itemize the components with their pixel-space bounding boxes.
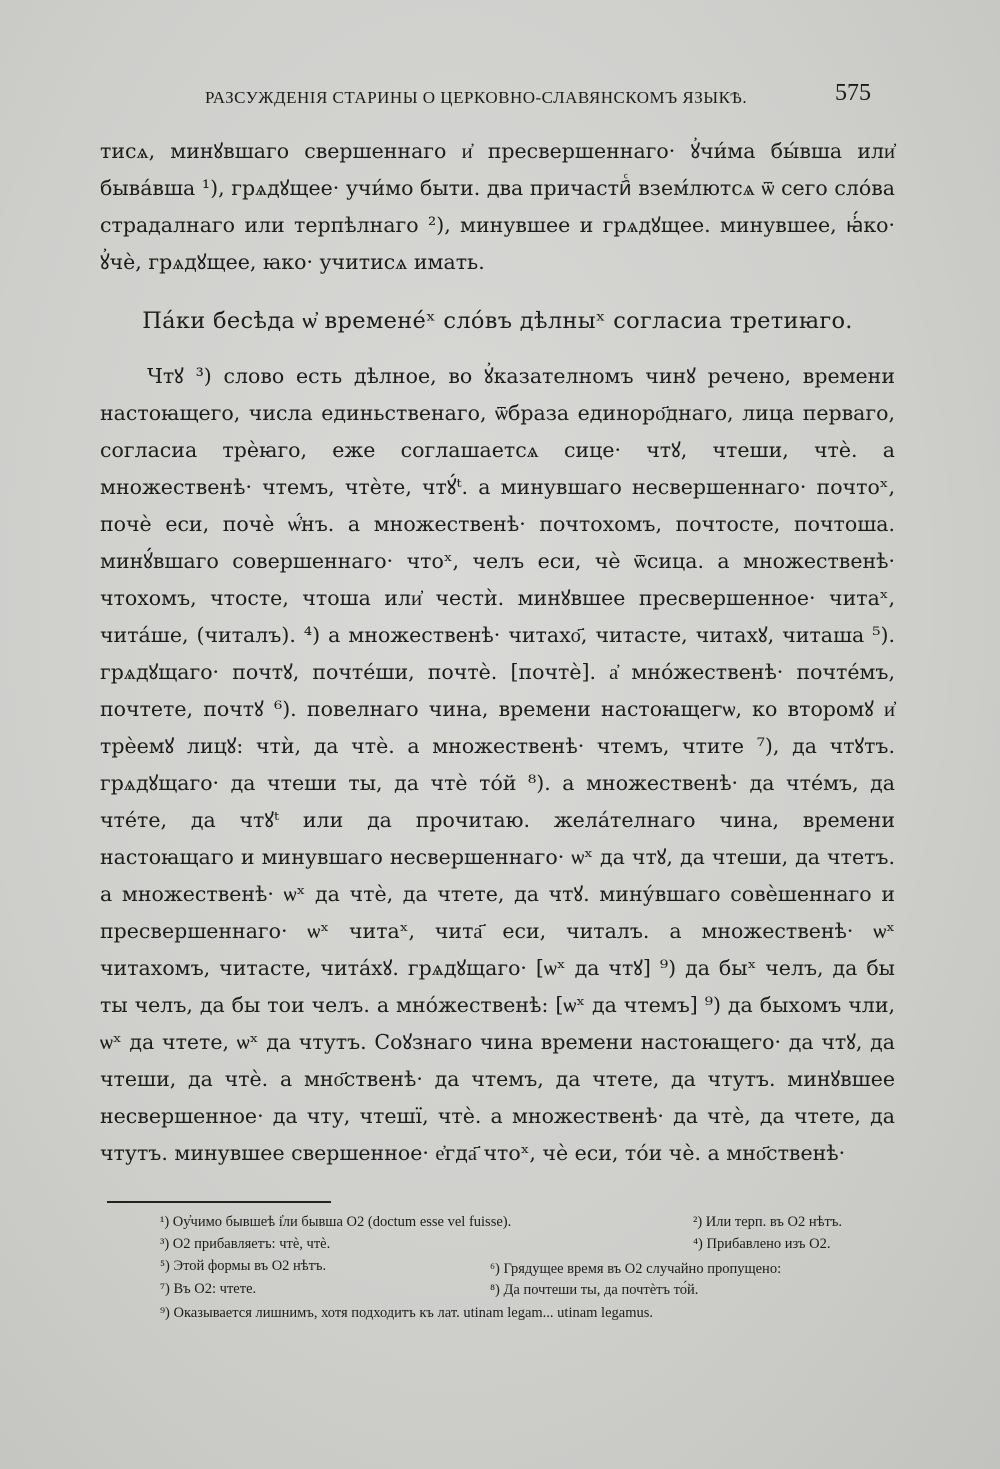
- section-heading: Па́ки бесѣда ѡ҆ времене́ˣ сло́въ дѣлныˣ согласиа третиꙗго.: [142, 308, 853, 334]
- footnote-1: ¹) Оу҆чимо бывшеѣ і҆ли бывша О2 (doctum esse vel fuisse).: [160, 1214, 512, 1230]
- page-number: 575: [835, 80, 871, 106]
- footnote-4: ⁴) Прибавлено изъ О2.: [693, 1236, 831, 1252]
- paragraph-2: Чтꙋ ³) слово есть дѣлное, во ꙋ҆казателномъ чинꙋ речено, времени настоꙗщего, числа единьственаго, ѿбраза единоро҃днаго, лица перваго, согласиа трѐꙗго, еже соглашаетсѧ сице· чтꙋ, чтеши, чтѐ. а множественѣ· чтемъ, чтѐте, чтꙋ́ᵗ. а минувшаго несвершеннаго· почтоˣ, почѐ еси, почѐ ѡ҆́нъ. а множественѣ· почтохомъ, почтосте, почтоша. минꙋ́вшаго совершеннаго· чтоˣ, челъ еси, чѐ ѿсица. а множественѣ· чтохомъ, чтосте, чтоша или҆ честѝ. минꙋвшее пресвершенное· читаˣ, чита́ше, (читалъ). ⁴) а множественѣ· читахо҃, читасте, читахꙋ, читаша ⁵). грѧдꙋщаго· почтꙋ, почте́ши, почтѐ. [почтѐ]. а҆ мно́жественѣ· почте́мъ, почтете, почтꙋ ⁶). повелнаго чина, времени настоꙗщегѡ, ко второмꙋ и҆ трѐемꙋ лицꙋ: чтѝ, да чтѐ. а множественѣ· чтемъ, чтите ⁷), да чтꙋтъ. грѧдꙋщаго· да чтеши ты, да чтѐ то́й ⁸). а множественѣ· да чте́мъ, да чте́те, да чтꙋᵗ или да прочитаю. жела́телнаго чина, времени настоꙗщаго и минувшаго несвершеннаго· ѡˣ да чтꙋ, да чтеши, да чтетъ. а множественѣ· ѡˣ да чтѐ, да чтете, да чтꙋ. мину́вшаго совѐшеннаго и пресвершеннаго· ѡˣ читаˣ, чита҃ еси, читалъ. а множественѣ· ѡˣ читахомъ, читасте, чита́хꙋ. грѧдꙋщаго· [ѡˣ да чтꙋ] ⁹) да быˣ челъ, да бы ты челъ, да бы тои челъ. а мно́жественѣ: [ѡˣ да чтемъ] ⁹) да быхомъ чли, ѡˣ да чтете, ѡˣ да чтутъ. Соꙋзнаго чина времени настоꙗщего· да чтꙋ, да чтеши, да чтѐ. а мно҃ственѣ· да чтемъ, да чтете, да чтутъ. минꙋвшее несвершенное· да чту, чтешї, чтѐ. а множественѣ· да чтѐ, да чтете, да чтутъ. минувшее свершенное· е҆гда҃ чтоˣ, чѐ еси, то́и чѐ. а мно҃ственѣ·: [100, 364, 895, 1165]
- paragraph-1: тисѧ, минꙋвшаго свершеннаго и҆ пресвершеннаго· ꙋ҆чи́ма бы́вша или҆ быва́вша ¹), грѧдꙋщее· учи́мо быти. два причасти҄ⷭ взем́лютсѧ ѿ сего сло́ва страдалнаго или терпѣлнаго ²), минувшее и грѧдꙋщее. минувшее, ꙗ҆́ко· ꙋ҆чѐ, грѧдꙋщее, ꙗко· учитисѧ имать.: [100, 139, 895, 274]
- footnote-5: ⁵) Этой формы въ О2 нѣтъ.: [160, 1258, 327, 1274]
- footnote-2: ²) Или терп. въ О2 нѣтъ.: [693, 1214, 842, 1230]
- footnote-9: ⁹) Оказывается лишнимъ, хотя подходитъ къ лат. utinam legam... utinam legamus.: [160, 1305, 654, 1321]
- running-title: РАЗСУЖДЕНІЯ СТАРИНЫ О ЦЕРКОВНО-СЛАВЯНСКОМЪ ЯЗЫКѢ.: [205, 88, 748, 107]
- main-text: [100, 133, 895, 1172]
- footnote-8: ⁸) Да почтеши ты, да почтѐтъ то́й.: [490, 1282, 699, 1298]
- footnote-6: ⁶) Грядущее время въ О2 случайно пропущено:: [490, 1261, 782, 1277]
- footnote-3: ³) О2 прибавляетъ: чтѐ, чтѐ.: [160, 1236, 331, 1252]
- footnote-7: ⁷) Въ О2: чтете.: [160, 1281, 257, 1297]
- footnote-separator: [107, 1201, 331, 1203]
